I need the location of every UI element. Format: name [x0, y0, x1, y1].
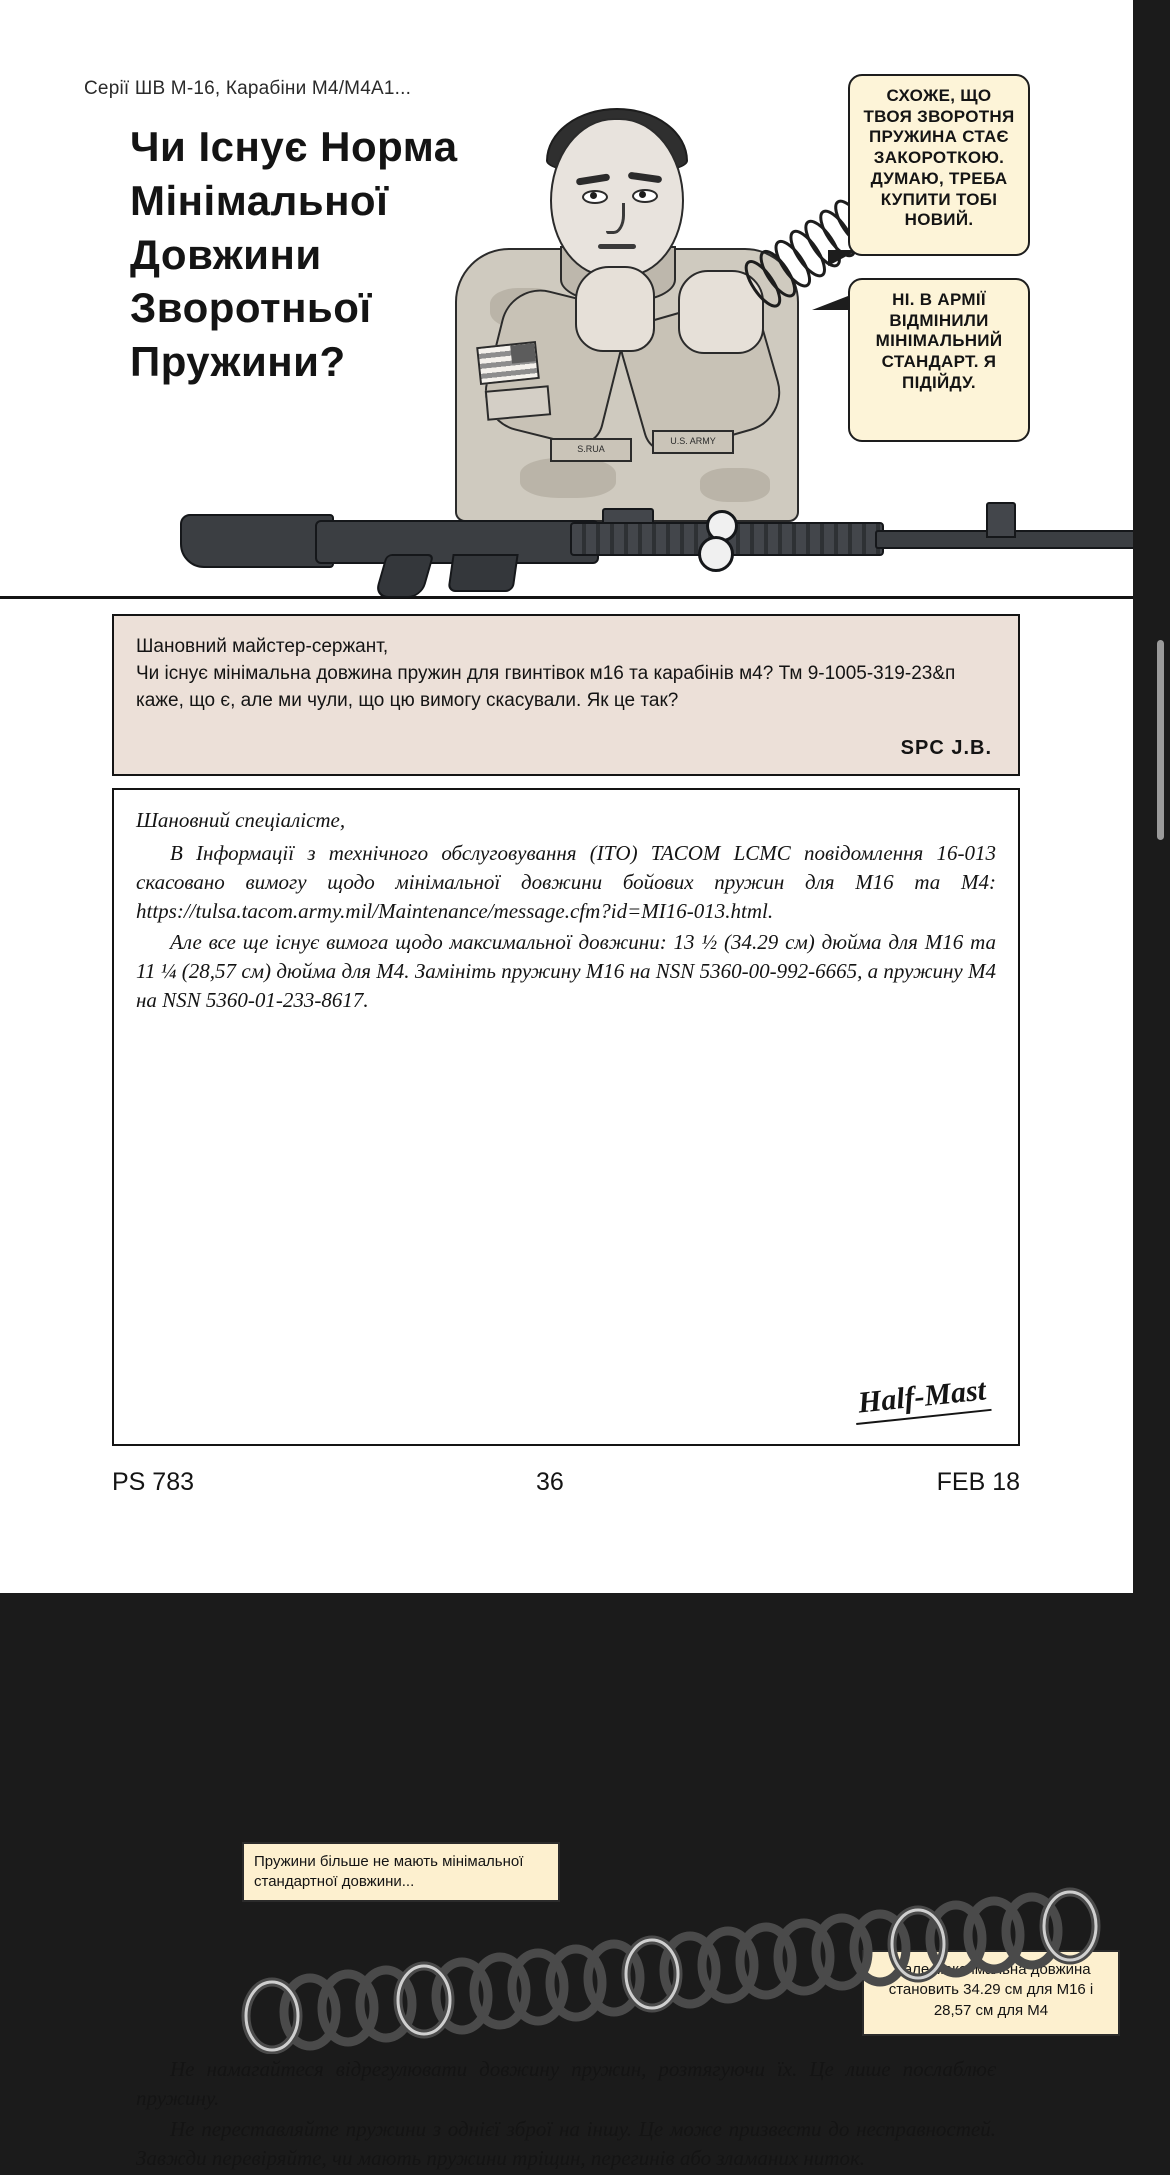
soldier-head — [550, 118, 684, 277]
balloon-tail — [812, 296, 848, 310]
letter-body: Чи існує мінімальна довжина пружин для гвинтівок м16 та карабінів м4? Тм 9-1005-319-23&п каже, що є, але ми чули, що цю вимогу скасували. Як це так? — [136, 662, 956, 711]
half-mast-signature: Half-Mast — [852, 1373, 992, 1425]
scrollbar-thumb[interactable] — [1157, 640, 1164, 840]
speech-balloon-1: СХОЖЕ, ЩО ТВОЯ ЗВОРОТНЯ ПРУЖИНА СТАЄ ЗАКОРОТКОЮ. ДУМАЮ, ТРЕБА КУПИТИ ТОБІ НОВИЙ. — [848, 74, 1030, 256]
flag-canton — [510, 343, 536, 363]
coil-spring-icon — [232, 1878, 1132, 2054]
note-minimum-length: Пружини більше не мають мінімальної стандартної довжини... — [242, 1842, 560, 1902]
page-footer — [112, 1468, 1020, 1508]
reply-paragraph-2: Але все ще існує вимога щодо максимальної довжини: 13 ½ (34.29 см) дюйма для M16 та 11 ¼ (28,57 см) дюйма для M4. Замініть пружину M16 на NSN 5360-00-992-6665, а пружину M4 на NSN 5360-01-233-8617. — [136, 929, 996, 1012]
unit-patch — [485, 385, 551, 420]
reply-paragraph-4: Не переставляйте пружини з однієї зброї на іншу. Це може призвести до несправностей. Завжди перевіряйте, чи мають пружини тріщин, перегинів або зламаних ниток. — [136, 2116, 996, 2170]
speech-balloon-2: НІ. В АРМІЇ ВІДМІНИЛИ МІНІМАЛЬНИЙ СТАНДАРТ. Я ПІДІЙДУ. — [848, 278, 1030, 442]
name-tape-left: S.RUA — [550, 438, 632, 462]
letter-greeting: Шановний майстер-сержант, — [136, 636, 389, 657]
spring-diagram — [232, 1832, 1132, 2062]
page-title: Чи Існує Норма Мінімальної Довжини Зворотньої Пружини? — [130, 123, 458, 385]
scrollbar-track[interactable] — [1133, 0, 1170, 1593]
soldier-mouth — [598, 244, 636, 249]
comic-panel — [0, 0, 1133, 599]
soldier-pupil — [590, 192, 597, 199]
rifle-magazine — [447, 554, 518, 592]
reader-letter-box — [112, 614, 1020, 776]
reply-paragraph-1: В Інформації з технічного обслуговування (ІТО) TACOM LCMC повідомлення 16-013 скасовано вимогу щодо мінімальної довжини бойових пружин для M16 та M4: https://tulsa.tacom.army.mil/Maintenance/message.cfm?id=MI16-013.html. — [136, 840, 996, 923]
note-maximum-length: ...але максимальна довжина становить 34.29 см для M16 і 28,57 см для M4 — [862, 1950, 1120, 2036]
soldier-illustration — [400, 58, 870, 538]
soldier-pupil — [639, 191, 646, 198]
us-flag-patch — [476, 341, 540, 385]
reply-closing — [136, 2055, 996, 2175]
footer-date: FEB 18 — [936, 1468, 1020, 1496]
footer-issue: PS 783 — [112, 1468, 195, 1496]
letter-signature: SPC J.B. — [900, 737, 992, 759]
series-line: Серії ШВ M-16, Карабіни M4/M4A1... — [84, 78, 412, 99]
rifle-stock — [180, 514, 334, 568]
reply-greeting: Шановний спеціалісте, — [136, 808, 346, 832]
rifle-highlight — [698, 536, 734, 572]
rifle-illustration — [150, 492, 1090, 588]
rifle-barrel — [875, 530, 1169, 549]
reply-paragraph-3: Не намагайтеся відрегулювати довжину пружин, розтягуючи їх. Це лише послаблює пружину. — [136, 2057, 996, 2110]
soldier-left-hand — [575, 266, 655, 352]
rifle-front-sight — [986, 502, 1016, 538]
name-tape-right: U.S. ARMY — [652, 430, 734, 454]
footer-page-number: 36 — [536, 1468, 564, 1496]
